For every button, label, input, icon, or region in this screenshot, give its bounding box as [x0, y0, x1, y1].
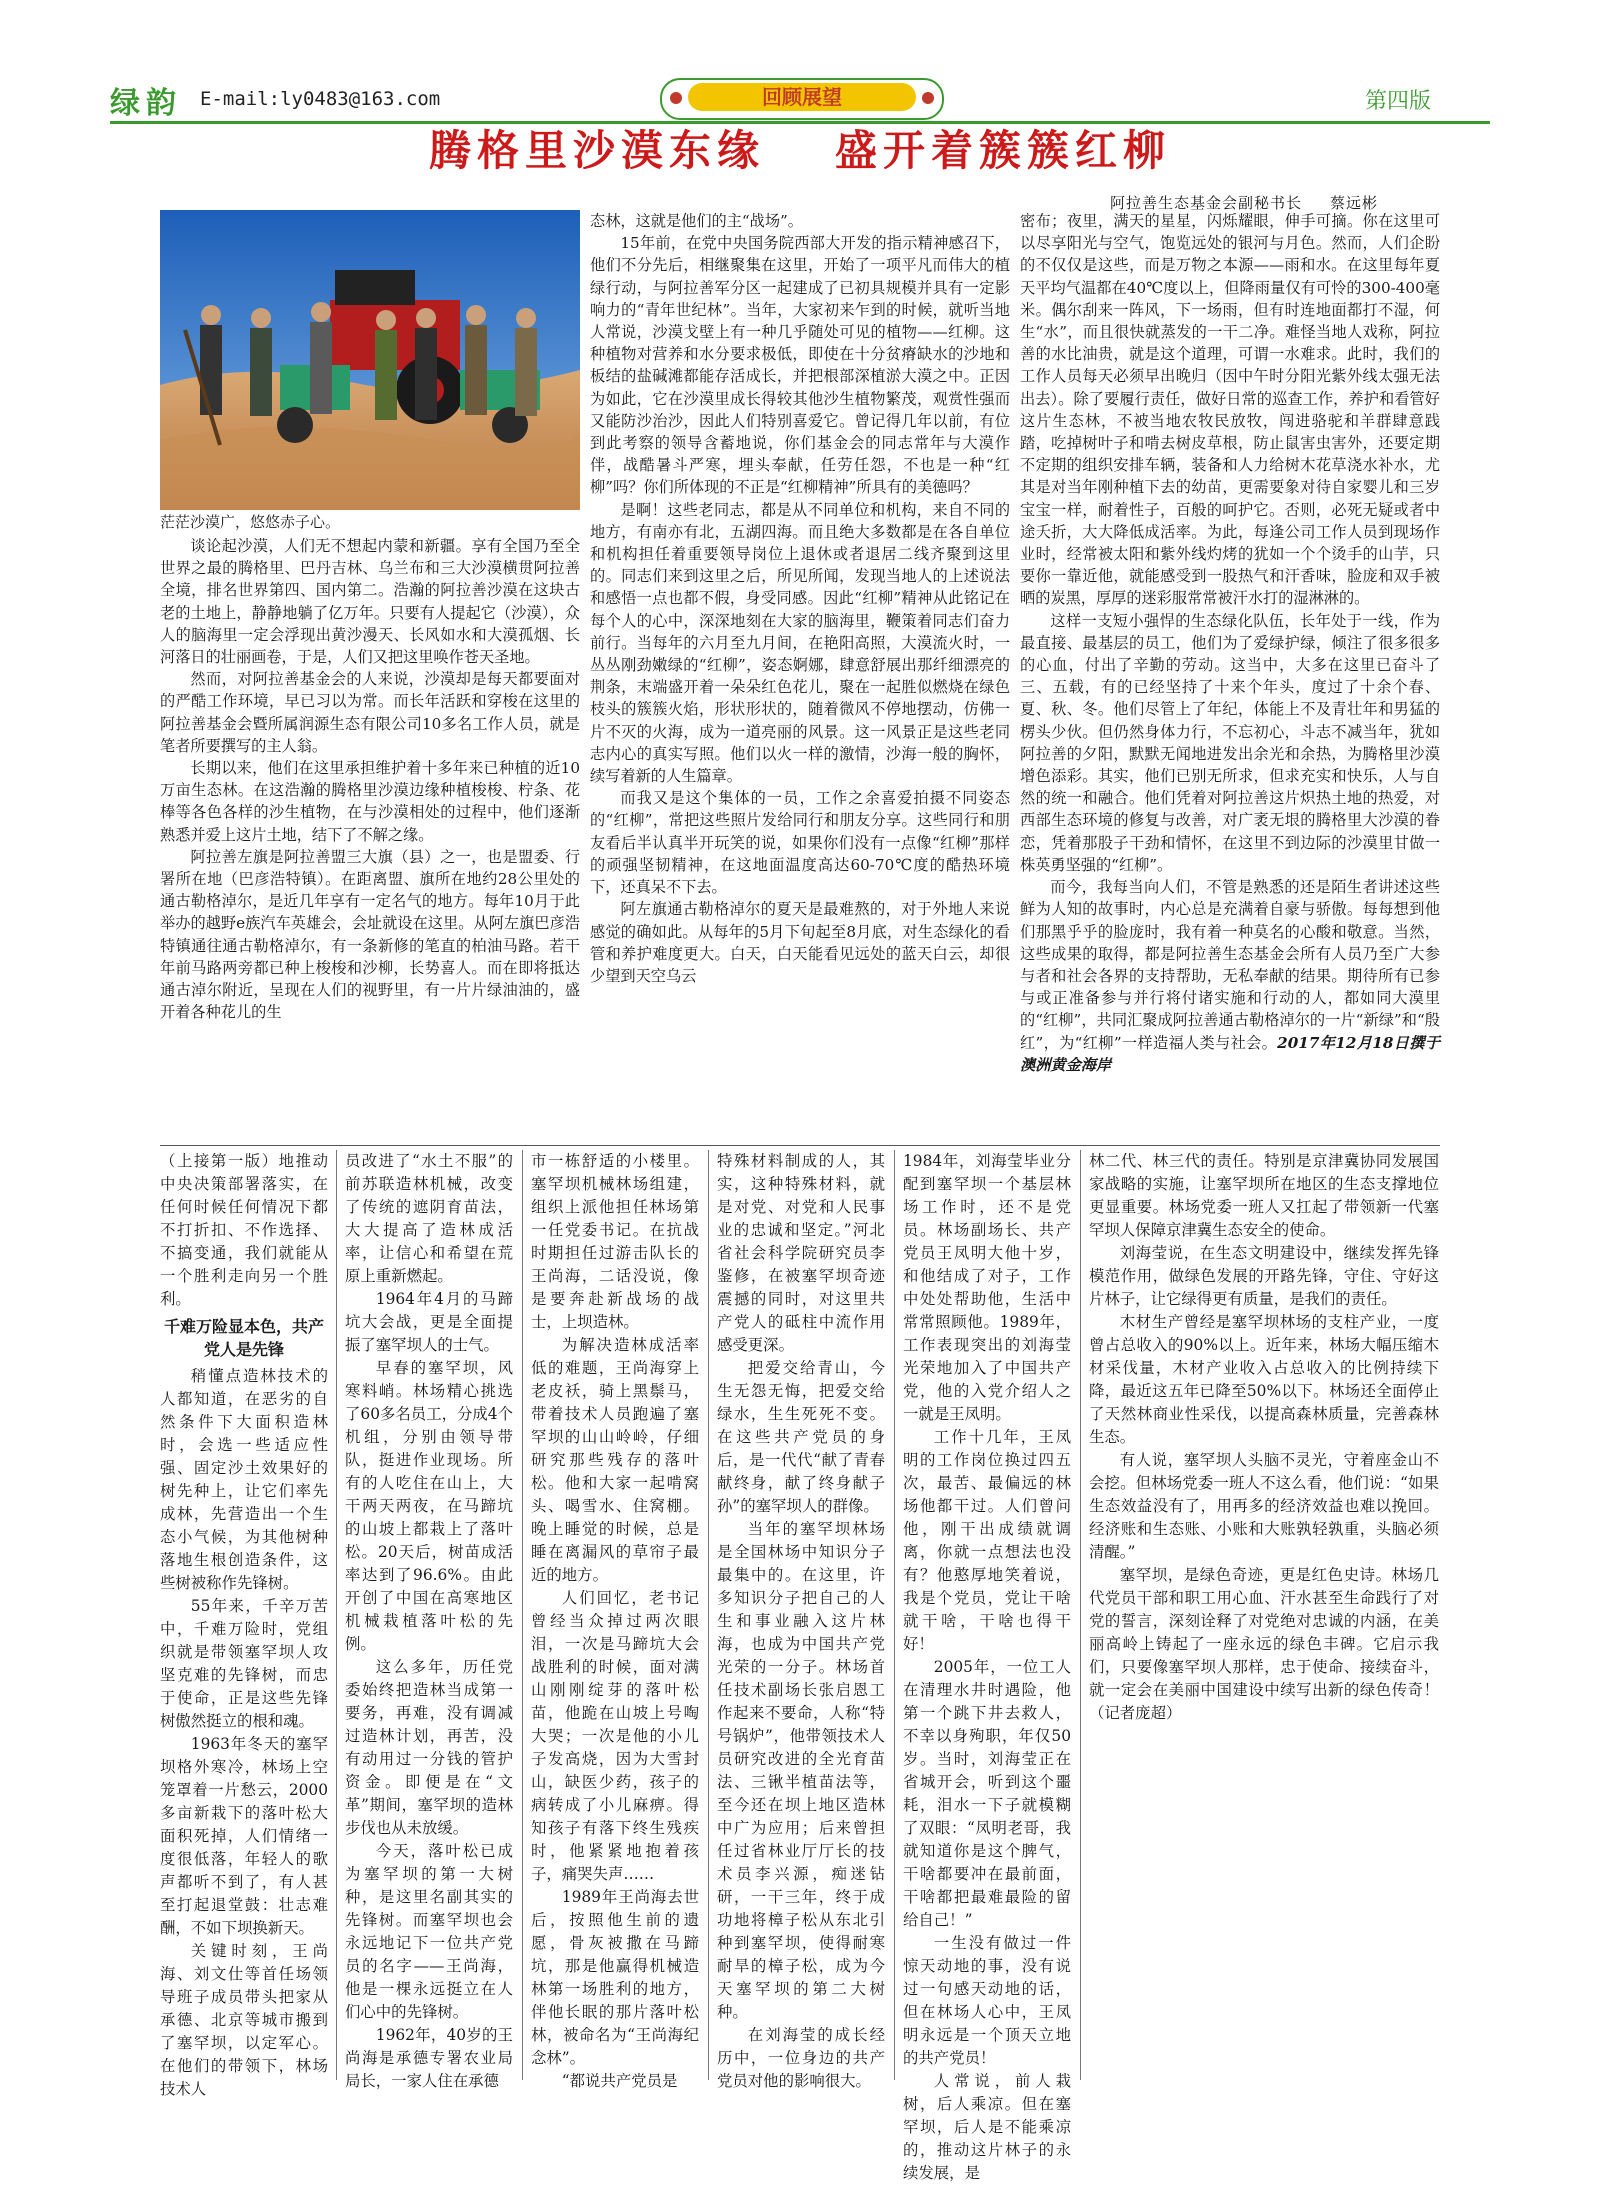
- paragraph: 稍懂点造林技术的人都知道，在恶劣的自然条件下大面积造林时，会选一些适应性强、固定沙土效果好的树先种上，让它们率先成林，先营造出一个生态小气候，为其他树种落地生根创造条件，这些树被称作先锋树。: [160, 1367, 328, 1592]
- author-name: 蔡远彬: [1330, 194, 1379, 212]
- section-banner: [660, 78, 944, 120]
- paragraph: 塞罕坝，是绿色奇迹，更是红色史诗。林场几代党员干部和职工用心血、汗水甚至生命践行了对党的誓言，深刻诠释了对党绝对忠诚的内涵，在美丽高岭上铸起了一座永远的绿色丰碑。它启示我们，只要像塞罕坝人那样，忠于使命、接续奋斗，就一定会在美丽中国建设中续写出新的绿色传奇！（记者庞超）: [1089, 1566, 1439, 1722]
- paragraph: 木材生产曾经是塞罕坝林场的支柱产业，一度曾占总收入的90%以上。近年来，林场大幅压缩木材采伐量，木材产业收入占总收入的比例持续下降，最近这五年已降至50%以下。林场还全面停止了天然林商业性采伐，以提高森林质量，完善森林生态。: [1089, 1313, 1439, 1446]
- bottom-column-6: [1089, 1150, 1439, 2090]
- paragraph: 55年来，千辛万苦中，千难万险时，党组织就是带领塞罕坝人攻坚克难的先锋树，而忠于使命，正是这些先锋树傲然挺立的根和魂。: [160, 1597, 328, 1730]
- paragraph: 阿左旗通古勒格淖尔的夏天是最难熬的，对于外地人来说感觉的确如此。从每年的5月下旬起至8月底，对生态绿化的看管和养护难度更大。白天，白天能看见远处的蓝天白云，却很少望到天空乌云: [590, 900, 1010, 985]
- paragraph: 为解决造林成活率低的难题，王尚海穿上老皮袄，骑上黑鬃马，带着技术人员跑遍了塞罕坝的山山岭岭，仔细研究那些残存的落叶松。他和大家一起啃窝头、喝雪水、住窝棚。晚上睡觉的时候，总是睡在离漏风的草帘子最近的地方。: [531, 1336, 699, 1584]
- page-header: [0, 78, 1600, 120]
- contact-email[interactable]: E-mail:ly0483@163.com: [200, 88, 441, 110]
- column-rule: [336, 1150, 337, 2080]
- paragraph: 阿拉善左旗是阿拉善盟三大旗（县）之一，也是盟委、行署所在地（巴彦浩特镇）。在距离盟、旗所在地约28公里处的通古勒格淖尔，是近几年享有一定名气的地方。每年10月于此举办的越野e族汽车英雄会，会址就设在这里。从阿左旗巴彦浩特镇通往通古勒格淖尔，有一条新修的笔直的柏油马路。若干年前马路两旁都已种上梭梭和沙柳，长势喜人。而在即将抵达通古淖尔附近，呈现在人们的视野里，有一片片绿油油的，盛开着各种花儿的生: [160, 847, 580, 1022]
- paragraph: 今天，落叶松已成为塞罕坝的第一大树种，是这里名副其实的先锋树。而塞罕坝也会永远地记下一位共产党员的名字——王尚海，他是一棵永远挺立在人们心中的先锋树。: [345, 1842, 513, 2021]
- bottom-column-4: [717, 1150, 885, 2090]
- paragraph: 1964年4月的马蹄坑大会战，更是全面提振了塞罕坝人的士气。: [345, 1290, 513, 1354]
- paragraph: 把爱交给青山，今生无怨无悔，把爱交给绿水，生生死死不变。在这些共产党员的身后，是一代代“献了青春献终身，献了终身献子孙”的塞罕坝人的群像。: [717, 1359, 885, 1515]
- paragraph: 而我又是这个集体的一员，工作之余喜爱拍摄不同姿态的“红柳”，常把这些照片发给同行和朋友分享。这些同行和朋友看后半认真半开玩笑的说，如果你们没有一点像“红柳”那样的顽强坚韧精神，在这地面温度高达60-70℃度的酷热环境下，还真呆不下去。: [590, 789, 1010, 897]
- bullet-dot-icon: [922, 92, 934, 104]
- paragraph: 工作十几年，王凤明的工作岗位换过四五次，最苦、最偏远的林场他都干过。人们曾问他，刚干出成绩就调离，你就一点想法也没有？他憨厚地笑着说，我是个党员，党让干啥就干啥，干啥也得干好！: [903, 1428, 1071, 1653]
- bottom-column-3: [531, 1150, 699, 2090]
- paragraph: 员改进了“水土不服”的前苏联造林机械，改变了传统的遮阴育苗法，大大提高了造林成活率，让信心和希望在荒原上重新燃起。: [345, 1152, 513, 1285]
- author-title: 阿拉善生态基金会副秘书长: [1110, 194, 1303, 212]
- paragraph: 1962年，40岁的王尚海是承德专署农业局局长，一家人住在承德: [345, 2026, 513, 2090]
- headline-part-1: 腾格里沙漠东缘: [428, 126, 765, 175]
- paragraph: 1989年王尚海去世后，按照他生前的遗愿，骨灰被撒在马蹄坑，那是他赢得机械造林第一场胜利的地方，伴他长眠的那片落叶松林，被命名为“王尚海纪念林”。: [531, 1888, 699, 2067]
- paragraph: 人们回忆，老书记曾经当众掉过两次眼泪，一次是马蹄坑大会战胜利的时候，面对满山刚刚绽芽的落叶松苗，他跪在山坡上号啕大哭；一次是他的小儿子发高烧，因为大雪封山，缺医少药，孩子的病转成了小儿麻痹。得知孩子有落下终生残疾时，他紧紧地抱着孩子，痛哭失声……: [531, 1589, 699, 1883]
- column-rule: [1080, 1150, 1081, 2080]
- column-rule: [522, 1150, 523, 2080]
- newspaper-brand: 绿韵: [110, 86, 182, 121]
- paragraph: 人常说，前人栽树，后人乘凉。但在塞罕坝，后人是不能乘凉的，推动这片林子的永续发展，是: [903, 2072, 1071, 2182]
- subheading: 千难万险显本色，共产党人是先锋: [163, 1317, 324, 1359]
- paragraph: 当年的塞罕坝林场是全国林场中知识分子最集中的。在这里，许多知识分子把自己的人生和事业融入这片林海，也成为中国共产党光荣的一分子。林场首任技术副场长张启恩工作起来不要命，人称“特号锅炉”，他带领技术人员研究改进的全光育苗法、三锹半植苗法等，至今还在坝上地区造林中广为应用；后来曾担任过省林业厅厅长的技术员李兴源，痴迷钻研，一干三年，终于成功地将樟子松从东北引种到塞罕坝，使得耐寒耐旱的樟子松，成为今天塞罕坝的第二大树种。: [717, 1520, 885, 2021]
- paragraph: 在刘海莹的成长经历中，一位身边的共产党员对他的影响很大。: [717, 2026, 885, 2090]
- paragraph: 1984年，刘海莹毕业分配到塞罕坝一个基层林场工作时，还不是党员。林场副场长、共产党员王凤明大他十岁，和他结成了对子，工作中处处帮助他，生活中常常照顾他。1989年，工作表现突出的刘海莹光荣地加入了中国共产党，他的入党介绍人之一就是王凤明。: [903, 1152, 1071, 1423]
- bullet-dot-icon: [670, 92, 682, 104]
- paragraph: 关键时刻，王尚海、刘文仕等首任场领导班子成员带头把家从承德、北京等城市搬到了塞罕坝，以定军心。在他们的带领下，林场技术人: [160, 1942, 328, 2098]
- paragraph: “都说共产党员是: [561, 2072, 678, 2090]
- article-headline: [400, 118, 1200, 178]
- article-photo: [160, 210, 580, 510]
- desert-photo-illustration: [160, 210, 580, 510]
- headline-part-2: 盛开着簇簇红柳: [835, 126, 1172, 175]
- article-column-1: [160, 535, 580, 1140]
- article-signature: 2017年12月18日撰于澳洲黄金海岸: [1020, 1033, 1441, 1074]
- paragraph: 2005年，一位工人在清理水井时遇险，他第一个跳下井去救人，不幸以身殉职，年仅50岁。当时，刘海莹正在省城开会，听到这个噩耗，泪水一下子就模糊了双眼：“凤明老哥，我就知道你是这个脾气，干啥都要冲在最前面，干啥都把最难最险的留给自己！”: [903, 1658, 1071, 1929]
- paragraph: 一生没有做过一件惊天动地的事，没有说过一句感天动地的话，但在林场人心中，王凤明永远是一个顶天立地的共产党员！: [903, 1934, 1071, 2067]
- paragraph: 密布；夜里，满天的星星，闪烁耀眼，伸手可摘。你在这里可以尽享阳光与空气，饱览远处的银河与月色。然而，人们企盼的不仅仅是这些，而是万物之本源——雨和水。在这里每年夏天平均气温都在40℃度以上，但降雨量仅有可怜的300-400毫米。偶尔刮来一阵风，下一场雨，但有时连地面都打不湿，何生“水”，而且很快就蒸发的一干二净。难怪当地人戏称，阿拉善的水比油贵，就是这个道理，可谓一水难求。此时，我们的工作人员每天必须早出晚归（因中午时分阳光紫外线太强无法出去）。除了要履行责任，做好日常的巡查工作，养护和看管好这片生态林，不被当地农牧民放牧，闯进骆驼和羊群肆意践踏，吃掉树叶子和啃去树皮草根，防止鼠害虫害外，还要定期不定期的组织安排车辆，装备和人力给树木花草浇水补水，尤其是对当年刚种植下去的幼苗，更需要象对待自家婴儿和三岁宝宝一样，耐着性子，百般的呵护它。否则，必死无疑或者中途夭折，大大降低成活率。为此，每逢公司工作人员到现场作业时，经常被太阳和紫外线灼烤的犹如一个个烫手的山芋，只要你一靠近他，就能感受到一股热气和汗香味，脸庞和双手被晒的炭黑，厚厚的迷彩服常常被汗水打的湿淋淋的。: [1020, 212, 1440, 608]
- paragraph: （上接第一版）地推动中央决策部署落实，在任何时候任何情况下都不打折扣、不作选择、不搞变通，我们就能从一个胜利走向另一个胜利。: [160, 1152, 328, 1308]
- paragraph: 15年前，在党中央国务院西部大开发的指示精神感召下，他们不分先后，相继聚集在这里，开始了一项平凡而伟大的植绿行动，与阿拉善军分区一起建成了已初具规模并具有一定影响力的“青年世纪林”。当年，大家初来乍到的时候，就听当地人常说，沙漠戈壁上有一种几乎随处可见的植物——红柳。这种植物对营养和水分要求极低，即使在十分贫瘠缺水的沙地和板结的盐碱滩都能存活成长，并把根部深植淤大漠之中。正因为如此，它在沙漠里成长得较其他沙生植物繁茂，观赏性强而又能防沙治沙，因此人们特别喜爱它。曾记得几年以前，有位到此考察的领导含蓄地说，你们基金会的同志常年与大漠作伴，战酷暑斗严寒，埋头奉献，任劳任怨，不也是一种“红柳”吗？你们所体现的不正是“红柳精神”所具有的美德吗？: [590, 234, 1010, 497]
- bottom-column-2: [345, 1150, 513, 2090]
- paragraph: 态林，这就是他们的主“战场”。: [590, 212, 803, 230]
- bottom-column-5: [903, 1150, 1071, 2182]
- paragraph: 特殊材料制成的人，其实，这种特殊材料，就是对党、对党和人民事业的忠诚和坚定。”河北省社会科学院研究员李鉴修，在被塞罕坝奇迹震撼的同时，对这里共产党人的砥柱中流作用感受更深。: [717, 1152, 885, 1354]
- bottom-column-1: [160, 1150, 328, 2098]
- paragraph: 1963年冬天的塞罕坝格外寒冷，林场上空笼罩着一片愁云，2000多亩新栽下的落叶松大面积死掉，人们情绪一度很低落，年轻人的歌声都听不到了，有人甚至打起退堂鼓：壮志难酬，不如下坝换新天。: [160, 1735, 328, 1937]
- paragraph: 谈论起沙漠，人们无不想起内蒙和新疆。享有全国乃至全世界之最的腾格里、巴丹吉林、乌兰布和三大沙漠横贯阿拉善全境，排名世界第四、国内第二。浩瀚的阿拉善沙漠在这块古老的土地上，静静地躺了亿万年。只要有人提起它（沙漠），众人的脑海里一定会浮现出黄沙漫天、长风如水和大漠孤烟、长河落日的壮丽画卷，于是，人们又把这里唤作苍天圣地。: [160, 537, 580, 667]
- paragraph: 市一栋舒适的小楼里。塞罕坝机械林场组建，组织上派他担任林场第一任党委书记。在抗战时期担任过游击队长的王尚海，二话没说，像是要奔赴新战场的战士，上坝造林。: [531, 1152, 699, 1331]
- column-rule: [894, 1150, 895, 2080]
- paragraph: 长期以来，他们在这里承担维护着十多年来已种植的近10万亩生态林。在这浩瀚的腾格里沙漠边缘种植梭梭、柠条、花棒等各色各样的沙生植物，在与沙漠相处的过程中，他们逐渐熟悉并爱上这片土地，结下了不解之缘。: [160, 759, 580, 844]
- section-divider: [160, 1145, 1440, 1146]
- paragraph: 这么多年，历任党委始终把造林当成第一要务，再难，没有调减过造林计划，再苦，没有动用过一分钱的管护资金。即便是在“文革”期间，塞罕坝的造林步伐也从未放缓。: [345, 1658, 513, 1837]
- page-number: 第四版: [1365, 89, 1432, 114]
- paragraph: [1020, 876, 1440, 1076]
- paragraph: 是啊！这些老同志，都是从不同单位和机构，来自不同的地方，有南亦有北，五湖四海。而且绝大多数都是在各自单位和机构担任着重要领导岗位上退休或者退居二线齐聚到这里的。同志们来到这里之后，所见所闻，发现当地人的上述说法和感悟一点也都不假，身受同感。因此“红柳”精神从此铭记在每个人的心中，深深地刻在大家的脑海里，鞭策着同志们奋力前行。当每年的六月至九月间，在艳阳高照，大漠流火时，一丛丛刚劲嫩绿的“红柳”，姿态婀娜，肆意舒展出那纤细漂亮的荆条，末端盛开着一朵朵红色花儿，聚在一起胜似燃烧在绿色枝头的簇簇火焰，形状形状的，随着微风不停地摆动，仿佛一片不灭的火海，成为一道亮丽的风景。这一风景正是这些老同志内心的真实写照。他们以火一样的激情，沙海一般的胸怀，续写着新的人生篇章。: [590, 500, 1010, 786]
- paragraph: 林二代、林三代的责任。特别是京津冀协同发展国家战略的实施，让塞罕坝所在地区的生态支撑地位更显重要。林场党委一班人又扛起了带领新一代塞罕坝人保障京津冀生态安全的使命。: [1089, 1152, 1439, 1239]
- section-title: 回顾展望: [688, 83, 916, 111]
- paragraph: 然而，对阿拉善基金会的人来说，沙漠却是每天都要面对的严酷工作环境，早已习以为常。而长年活跃和穿梭在这里的阿拉善基金会暨所属润源生态有限公司10多名工作人员，就是笔者所要撰写的主人翁。: [160, 670, 580, 755]
- paragraph: 这样一支短小强悍的生态绿化队伍，长年处于一线，作为最直接、最基层的员工，他们为了爱绿护绿，倾注了很多很多的心血，付出了辛勤的劳动。这当中，大多在这里已奋斗了三、五载，有的已经坚持了十来个年头，度过了十余个春、夏、秋、冬。他们尽管上了年纪，体能上不及青壮年和男猛的楞头少伙。但仍然身体力行，不忘初心，斗志不减当年，犹如阿拉善的夕阳，默默无闻地进发出余光和余热，为腾格里沙漠增色添彩。其实，他们已别无所求，但求充实和快乐，人与自然的统一和融合。他们凭着对阿拉善这片炽热土地的热爱，对西部生态环境的修复与改善，对广袤无垠的腾格里大沙漠的眷恋，凭着那股子干劲和情怀，在这里不到边际的沙漠里甘做一株英勇坚强的“红柳”。: [1020, 611, 1440, 874]
- article-column-3: [1020, 210, 1440, 1140]
- paragraph-text: 而今，我每当向人们，不管是熟悉的还是陌生者讲述这些鲜为人知的故事时，内心总是充满着自豪与骄傲。每每想到他们那黑乎乎的脸庞时，我有着一种莫名的心酸和敬意。当然，这些成果的取得，都是阿拉善生态基金会所有人员乃至广大参与者和社会各界的支持帮助，无私奉献的结果。期待所有已参与或正准备参与并行将付诸实施和行动的人，都如同大漠里的“红柳”，共同汇聚成阿拉善通古勒格淖尔的一片“新绿”和“殷红”，为“红柳”一样造福人类与社会。: [1020, 878, 1440, 1052]
- article-column-2: [590, 210, 1010, 1140]
- photo-caption: 茫茫沙漠广，悠悠赤子心。: [160, 513, 341, 531]
- paragraph: 早春的塞罕坝，风寒料峭。林场精心挑选了60多名员工，分成4个机组，分别由领导带队，挺进作业现场。所有的人吃住在山上，大干两天两夜，在马蹄坑的山坡上都栽上了落叶松。20天后，树苗成活率达到了96.6%。由此开创了中国在高寒地区机械栽植落叶松的先例。: [345, 1359, 513, 1653]
- paragraph: 有人说，塞罕坝人头脑不灵光，守着座金山不会挖。但林场党委一班人不这么看，他们说：“如果生态效益没有了，用再多的经济效益也难以挽回。经济账和生态账、小账和大账孰轻孰重，头脑必须清醒。”: [1089, 1451, 1439, 1561]
- column-rule: [708, 1150, 709, 2080]
- paragraph: 刘海莹说，在生态文明建设中，继续发挥先锋模范作用，做绿色发展的开路先锋，守住、守好这片林子，让它绿得更有质量，是我们的责任。: [1089, 1244, 1439, 1308]
